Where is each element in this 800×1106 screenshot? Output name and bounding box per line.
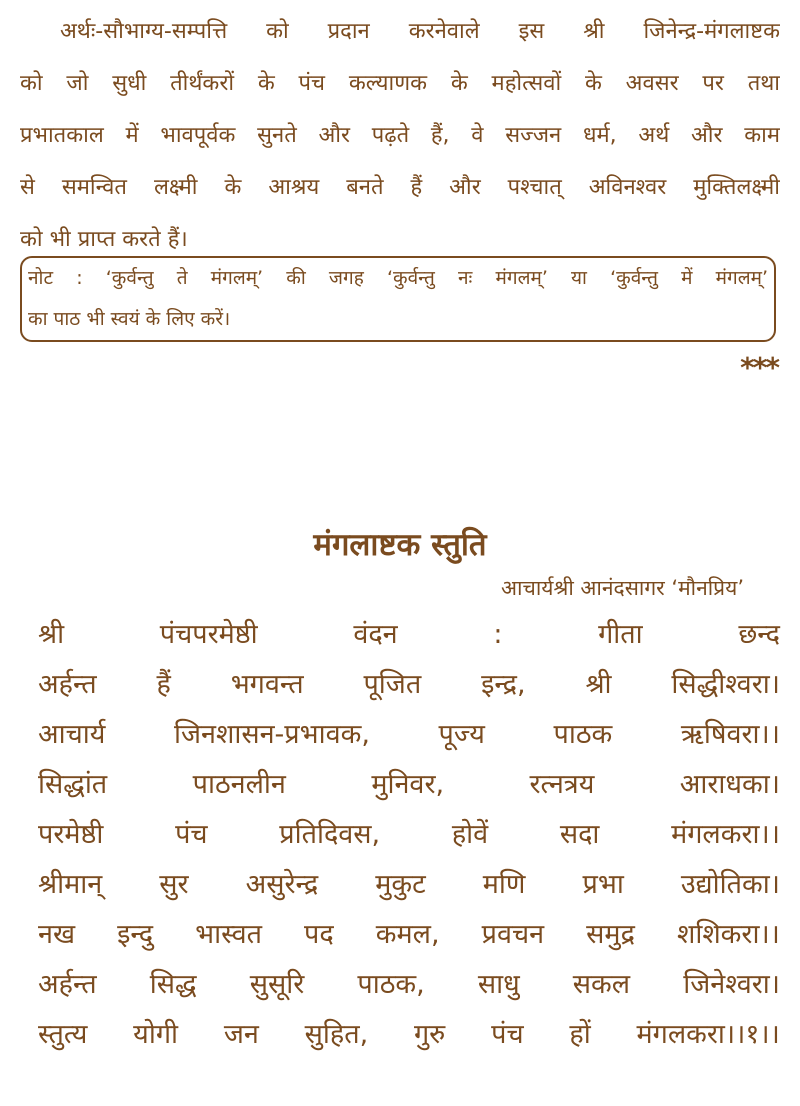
meaning-line: अर्थः-सौभाग्य-सम्पत्ति को प्रदान करनेवाले इस श्री जिनेन्द्र-मंगलाष्टक — [60, 19, 780, 44]
verse-block — [38, 610, 780, 1060]
verse-word: श्री — [38, 619, 65, 650]
verse-line — [38, 660, 780, 710]
verse-word: उद्योतिका। — [680, 869, 780, 900]
verse-word: पंच — [175, 819, 208, 850]
verse-word: सिद्धीश्वरा। — [671, 669, 780, 700]
verse-word: आचार्य — [38, 719, 106, 750]
verse-word: इन्द्र, — [481, 669, 526, 700]
verse-word: कमल, — [375, 919, 440, 950]
verse-word: सुर — [159, 869, 189, 900]
verse-line — [38, 760, 780, 810]
verse-word: श्री — [585, 669, 612, 700]
meaning-line: से समन्वित लक्ष्मी के आश्रय बनते हैं और पश्चात् अविनश्वर मुक्तिलक्ष्मी — [20, 175, 780, 200]
verse-word: प्रतिदिवस, — [279, 819, 381, 850]
verse-word: अर्हन्त — [38, 669, 97, 700]
verse-word: जन — [223, 1019, 259, 1050]
verse-line — [38, 860, 780, 910]
meaning-line: को जो सुधी तीर्थंकरों के पंच कल्याणक के महोत्सवों के अवसर पर तथा — [20, 71, 780, 96]
verse-word: पाठक, — [357, 969, 425, 1000]
verse-word: सिद्धांत — [38, 769, 108, 800]
verse-word: सदा — [559, 819, 600, 850]
verse-word: आराधका। — [679, 769, 780, 800]
verse-word: मुनिवर, — [371, 769, 445, 800]
verse-word: भगवन्त — [230, 669, 304, 700]
verse-word: होवें — [451, 819, 489, 850]
verse-word: पद — [304, 919, 334, 950]
verse-word: सुसूरि — [249, 969, 305, 1000]
verse-word: श्रीमान् — [38, 869, 103, 900]
verse-word: मंगलकरा।।१।। — [636, 1019, 780, 1050]
verse-line — [38, 910, 780, 960]
verse-word: परमेष्ठी — [38, 819, 104, 850]
verse-line — [38, 710, 780, 760]
verse-word: योगी — [133, 1019, 179, 1050]
verse-word: गीता — [598, 619, 643, 650]
verse-word: पूज्य — [438, 719, 485, 750]
verse-word: : — [493, 619, 503, 650]
verse-word: साधु — [477, 969, 520, 1000]
stuti-title: मंगलाष्टक स्तुति — [313, 527, 487, 563]
verse-word: छन्द — [738, 619, 780, 650]
verse-word: पंच — [491, 1019, 524, 1050]
verse-heading-line — [38, 610, 780, 660]
verse-word: असुरेन्द्र — [245, 869, 319, 900]
verse-word: सकल — [572, 969, 631, 1000]
verse-word: अर्हन्त — [38, 969, 97, 1000]
verse-word: मुकुट — [375, 869, 426, 900]
verse-line — [38, 960, 780, 1010]
verse-word: मंगलकरा।। — [671, 819, 780, 850]
verse-word: पाठनलीन — [192, 769, 286, 800]
stuti-author: आचार्यश्री आनंदसागर ‘मौनप्रिय’ — [501, 576, 744, 600]
note-line: का पाठ भी स्वयं के लिए करें। — [28, 308, 231, 330]
verse-word: प्रवचन — [481, 919, 545, 950]
verse-word: सुहित, — [304, 1019, 369, 1050]
verse-word: जिनेश्वरा। — [683, 969, 780, 1000]
verse-word: रत्नत्रय — [529, 769, 595, 800]
verse-line — [38, 810, 780, 860]
verse-word: समुद्र — [586, 919, 635, 950]
verse-word: पूजित — [363, 669, 422, 700]
verse-word: इन्दु — [117, 919, 154, 950]
verse-word: नख — [38, 919, 76, 950]
meaning-line: को भी प्राप्त करते हैं। — [20, 227, 188, 252]
verse-word: पंचपरमेष्ठी — [159, 619, 258, 650]
verse-word: गुरु — [413, 1019, 446, 1050]
verse-word: सिद्ध — [149, 969, 197, 1000]
verse-line — [38, 1010, 780, 1060]
verse-word: हैं — [156, 669, 171, 700]
verse-word: भास्वत — [195, 919, 262, 950]
verse-word: मणि — [482, 869, 526, 900]
verse-word: शशिकरा।। — [676, 919, 780, 950]
verse-word: ऋषिवरा।। — [680, 719, 780, 750]
verse-word: हों — [569, 1019, 591, 1050]
verse-word: पाठक — [553, 719, 613, 750]
note-line: नोट : ‘कुर्वन्तु ते मंगलम्’ की जगह ‘कुर्वन्तु नः मंगलम्’ या ‘कुर्वन्तु में मंगलम्’ — [28, 267, 768, 289]
verse-word: स्तुत्य — [38, 1019, 88, 1050]
note-box — [20, 256, 776, 342]
verse-word: जिनशासन-प्रभावक, — [173, 719, 370, 750]
section-separator: *** — [740, 351, 778, 384]
verse-word: प्रभा — [582, 869, 624, 900]
verse-word: वंदन — [353, 619, 398, 650]
meaning-paragraph — [20, 6, 780, 266]
meaning-line: प्रभातकाल में भावपूर्वक सुनते और पढ़ते हैं, वे सज्जन धर्म, अर्थ और काम — [20, 123, 780, 148]
